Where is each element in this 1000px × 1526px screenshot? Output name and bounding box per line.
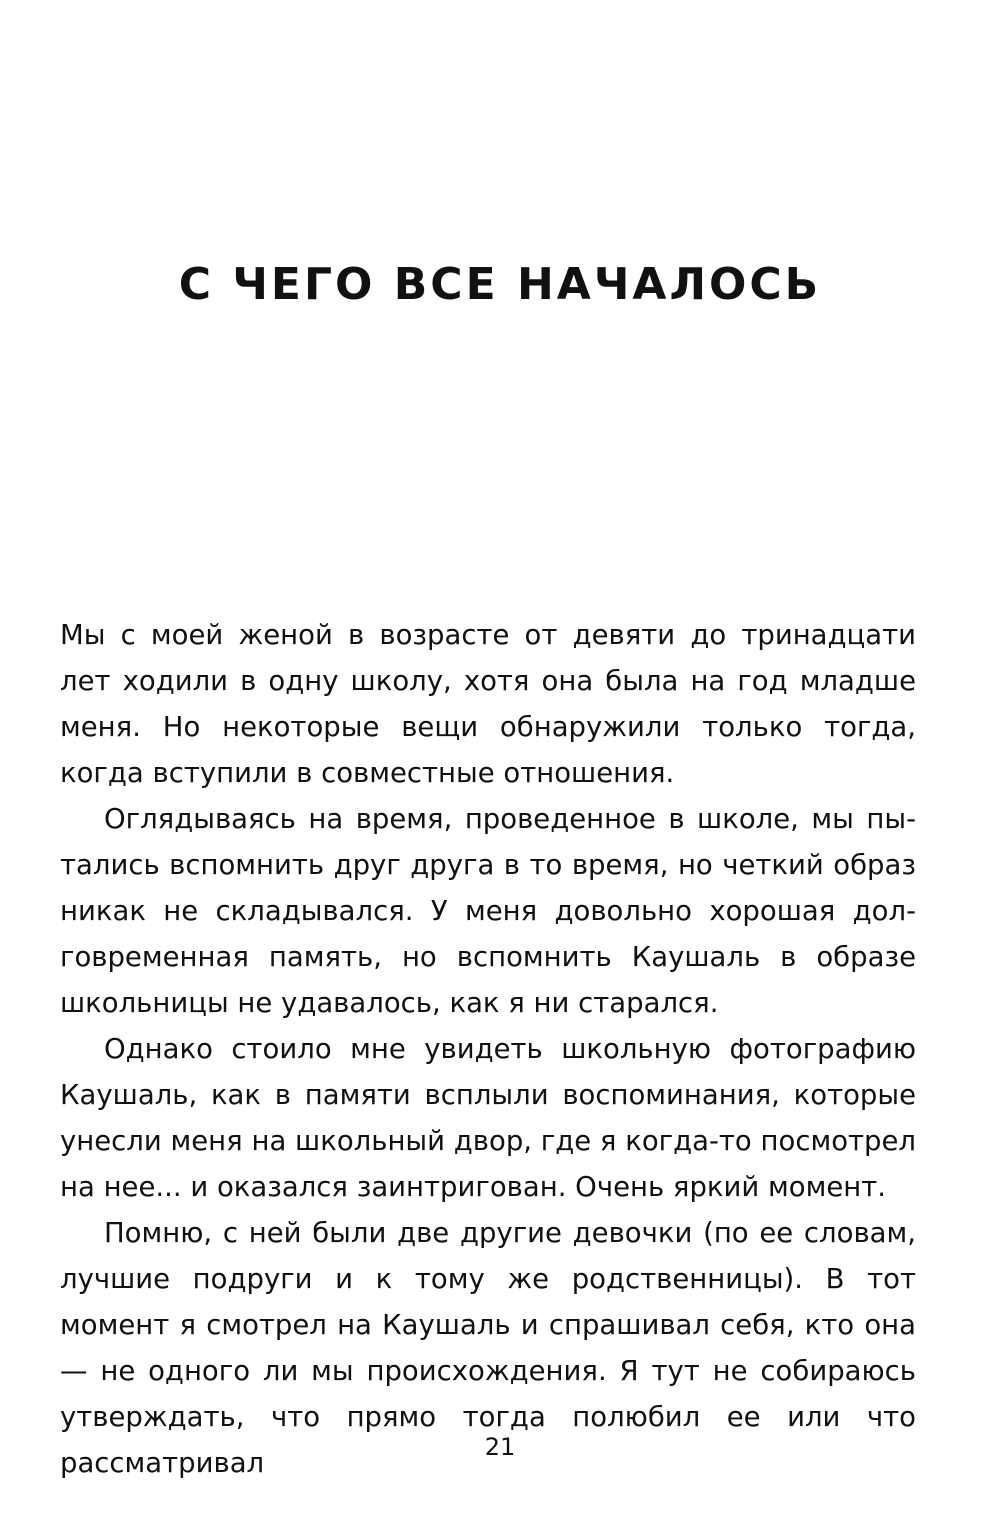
paragraph: Помню, с ней были две другие девочки (по ее словам, лучшие подруги и к тому же родственницы). В тот момент я смотрел на Каушаль и спрашивал себя, кто она — не одного ли мы происхождения. Я тут не собираюсь утверждать, что прямо тогда полюбил ее или что рассматривал	[60, 1217, 916, 1479]
paragraph: Мы с моей женой в возрасте от девяти до тринадцати лет ходили в одну школу, хотя она была на год младше меня. Но некоторые вещи обнаружили только тогда, когда вступили в совместные отношения.	[60, 619, 916, 789]
chapter-title: С ЧЕГО ВСЕ НАЧАЛОСЬ	[178, 259, 822, 310]
page-number: 21	[484, 1433, 516, 1461]
paragraph: Однако стоило мне увидеть школьную фотографию Каушаль, как в памяти всплыли воспоминания, которые унесли меня на школьный двор, где я когда-то посмотрел на нее... и оказался заинтригован. Очень яркий момент.	[60, 1033, 916, 1203]
paragraph: Оглядываясь на время, проведенное в школе, мы пытались вспомнить друг друга в то время, но четкий образ никак не складывался. У меня довольно хорошая долговременная память, но вспомнить Каушаль в образе школьницы не удавалось, как я ни старался.	[60, 803, 916, 1019]
body-text	[60, 612, 916, 1486]
